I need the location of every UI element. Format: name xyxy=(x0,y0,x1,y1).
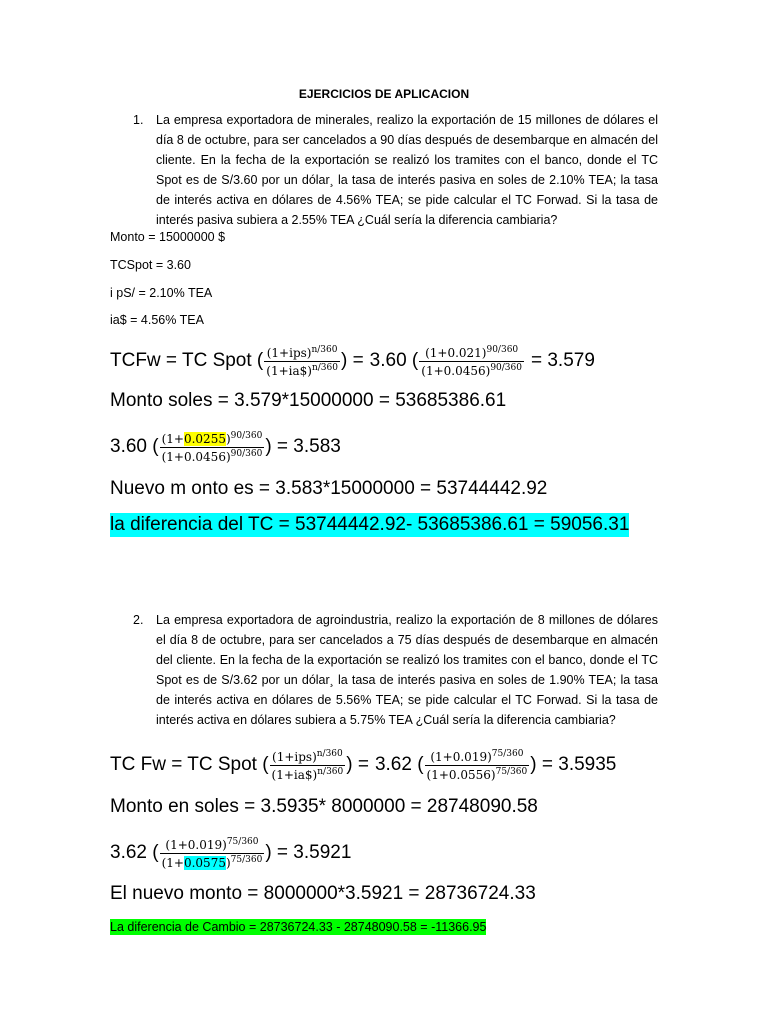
ex1-monto: Monto = 15000000 $ xyxy=(110,230,226,244)
ex2-formula-line xyxy=(110,742,616,788)
exercise-1-statement: La empresa exportadora de minerales, realizo la exportación de 15 millones de dólares el día 8 de octubre, para ser cancelados a 90 días después de desembarque en almacén del cliente. En la fecha de la exportación se realizó los tramites con el banco, donde el TC Spot es de S/3.60 por un dólar¸ la tasa de interés pasiva en soles de 2.10% TEA; la tasa de interés activa en dólares de 4.56% TEA; se pide calcular el TC Forwad. Si la tasa de interés pasiva subiera a 2.55% TEA ¿Cuál sería la diferencia cambiaria? xyxy=(156,113,658,227)
exercise-2-number: 2. xyxy=(133,613,144,627)
ex1-formula-fraction: $\frac{(1+ips)^{n/360}}{(1+ia\$)^{n/360}}$ xyxy=(266,344,338,378)
ex1-monto-soles: Monto soles = 3.579*15000000 = 53685386.61 xyxy=(110,390,507,411)
ex2-spot: 3.62 ( xyxy=(374,754,424,775)
ex1-spot: 3.60 ( xyxy=(369,350,419,371)
ex1-formula-line xyxy=(110,338,595,384)
ex1-ia: ia$ = 4.56% TEA xyxy=(110,313,204,327)
exercise-1-number: 1. xyxy=(133,113,144,127)
document-title: EJERCICIOS DE APLICACION xyxy=(298,87,470,101)
ex2-result1: ) = 3.5935 xyxy=(530,754,617,775)
ex2-formula-fraction: $\frac{(1+ips)^{n/360}}{(1+ia\$)^{n/360}}$ xyxy=(271,748,344,782)
ex1-value-fraction: $\frac{(1+0.021)^{90/360}}{(1+0.0456)^{90/360}}$ xyxy=(421,344,522,378)
ex2-value-fraction: $\frac{(1+0.019)^{75/360}}{(1+0.0556)^{75/360}}$ xyxy=(426,748,528,782)
ex1-eq-sign: ) = xyxy=(340,350,364,371)
ex2-result2: ) = 3.5921 xyxy=(265,842,352,863)
ex2-recalc-fraction: $\frac{(1+0.019)^{75/360}}{(1+0.0575)^{75/360}}$ xyxy=(161,836,263,870)
ex2-diferencia-highlight: La diferencia de Cambio = 28736724.33 - 28748090.58 = -11366.95 xyxy=(110,920,487,934)
ex1-recalc-fraction: $\frac{(1+0.0255)^{90/360}}{(1+0.0456)^{90/360}}$ xyxy=(161,430,263,464)
ex2-formula-lhs: TC Fw = TC Spot ( xyxy=(110,754,269,775)
ex1-tcspot: TCSpot = 3.60 xyxy=(110,258,191,272)
ex2-new-rate-highlight: 0.0575 xyxy=(183,855,226,870)
ex2-recalc-line xyxy=(110,830,351,876)
exercise-2-statement: La empresa exportadora de agroindustria, realizo la exportación de 8 millones de dólares el día 8 de octubre, para ser cancelados a 75 días después de desembarque en almacén del cliente. En la fecha de la exportación se realizó los tramites con el banco, donde el TC Spot es de S/3.62 por un dólar¸ la tasa de interés pasiva en soles de 1.90% TEA; la tasa de interés activa en dólares de 5.56% TEA; se pide calcular el TC Forwad. Si la tasa de interés activa en dólares subiera a 5.75% TEA ¿Cuál sería la diferencia cambiaria? xyxy=(156,613,658,727)
ex2-eq-sign: ) = xyxy=(346,754,369,775)
ex2-monto-soles: Monto en soles = 3.5935* 8000000 = 28748090.58 xyxy=(110,796,538,817)
ex2-diferencia xyxy=(110,920,486,934)
ex1-recalc-line xyxy=(110,424,341,470)
ex1-diferencia xyxy=(110,513,629,537)
ex1-spot2: 3.60 ( xyxy=(110,436,159,457)
ex1-diferencia-highlight: la diferencia del TC = 53744442.92- 53685386.61 = 59056.31 xyxy=(110,514,630,535)
ex1-result2: ) = 3.583 xyxy=(265,436,341,457)
ex2-nuevo-monto: El nuevo monto = 8000000*3.5921 = 28736724.33 xyxy=(110,883,536,904)
ex1-formula-lhs: TCFw = TC Spot ( xyxy=(110,350,264,371)
ex1-ips: i pS/ = 2.10% TEA xyxy=(110,286,213,300)
ex2-spot2: 3.62 ( xyxy=(110,842,159,863)
ex1-result1: = 3.579 xyxy=(530,350,595,371)
ex1-new-rate-highlight: 0.0255 xyxy=(183,431,226,446)
ex1-nuevo-monto: Nuevo m onto es = 3.583*15000000 = 53744442.92 xyxy=(110,478,548,499)
